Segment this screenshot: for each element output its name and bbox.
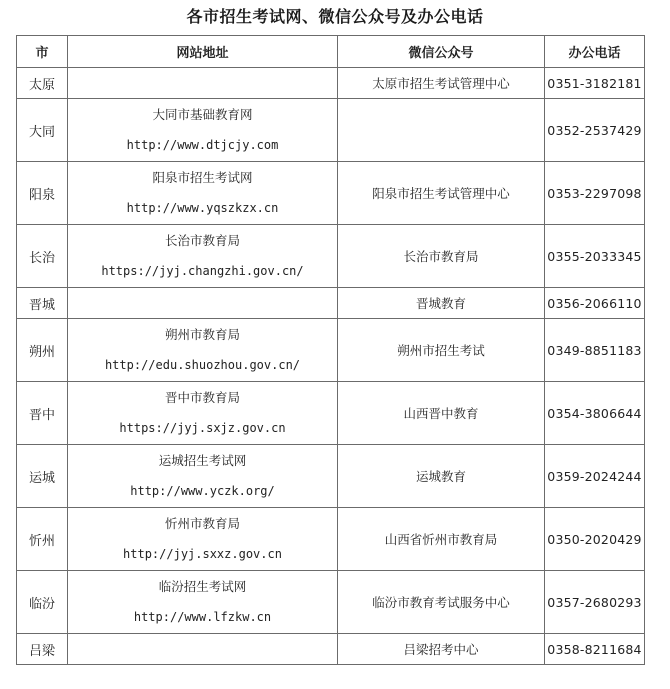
website-cell: [68, 68, 338, 99]
table-row: [17, 162, 645, 225]
city-cell: 临汾: [17, 571, 68, 634]
phone-cell: 0359-2024244: [545, 445, 645, 508]
table-header-row: [17, 36, 645, 68]
website-name: 长治市教育局: [164, 233, 240, 248]
wechat-cell: 阳泉市招生考试管理中心: [338, 162, 545, 225]
wechat-cell: 太原市招生考试管理中心: [338, 68, 545, 99]
wechat-cell: [338, 99, 545, 162]
website-cell: [68, 445, 338, 508]
website-cell: [68, 319, 338, 382]
wechat-cell: 运城教育: [338, 445, 545, 508]
contact-table: [16, 35, 645, 665]
website-cell: [68, 288, 338, 319]
website-url-link[interactable]: http://www.yqszkzx.cn: [126, 201, 279, 215]
website-name: 阳泉市招生考试网: [152, 170, 253, 185]
city-cell: 阳泉: [17, 162, 68, 225]
website-url-link[interactable]: https://jyj.changzhi.gov.cn/: [101, 264, 304, 278]
table-row: [17, 382, 645, 445]
website-name: 朔州市教育局: [164, 327, 240, 342]
wechat-cell: 临汾市教育考试服务中心: [338, 571, 545, 634]
website-url-link[interactable]: http://jyj.sxxz.gov.cn: [123, 547, 282, 561]
header-website: 网站地址: [68, 36, 338, 68]
city-cell: 朔州: [17, 319, 68, 382]
website-url-link[interactable]: https://jyj.sxjz.gov.cn: [119, 421, 286, 435]
city-cell: 大同: [17, 99, 68, 162]
phone-cell: 0356-2066110: [545, 288, 645, 319]
table-row: [17, 288, 645, 319]
phone-cell: 0355-2033345: [545, 225, 645, 288]
city-cell: 长治: [17, 225, 68, 288]
wechat-cell: 晋城教育: [338, 288, 545, 319]
city-cell: 吕梁: [17, 634, 68, 665]
website-name: 大同市基础教育网: [152, 107, 253, 122]
website-cell: [68, 99, 338, 162]
phone-cell: 0358-8211684: [545, 634, 645, 665]
table-row: [17, 68, 645, 99]
website-cell: [68, 508, 338, 571]
header-city: 市: [17, 36, 68, 68]
wechat-cell: 山西晋中教育: [338, 382, 545, 445]
website-url-link[interactable]: http://www.lfzkw.cn: [133, 610, 272, 624]
city-cell: 晋中: [17, 382, 68, 445]
table-row: [17, 445, 645, 508]
phone-cell: 0350-2020429: [545, 508, 645, 571]
website-cell: [68, 634, 338, 665]
website-name: 临汾招生考试网: [158, 579, 247, 594]
wechat-cell: 吕梁招考中心: [338, 634, 545, 665]
city-cell: 太原: [17, 68, 68, 99]
table-row: [17, 225, 645, 288]
phone-cell: 0349-8851183: [545, 319, 645, 382]
table-row: [17, 508, 645, 571]
phone-cell: 0353-2297098: [545, 162, 645, 225]
table-row: [17, 99, 645, 162]
header-wechat: 微信公众号: [338, 36, 545, 68]
city-cell: 运城: [17, 445, 68, 508]
website-name: 晋中市教育局: [164, 390, 240, 405]
website-url-link[interactable]: http://www.yczk.org/: [130, 484, 275, 498]
table-row: [17, 319, 645, 382]
wechat-cell: 长治市教育局: [338, 225, 545, 288]
page-title: 各市招生考试网、微信公众号及办公电话: [186, 7, 484, 26]
website-url-link[interactable]: http://edu.shuozhou.gov.cn/: [104, 358, 301, 372]
website-name: 忻州市教育局: [164, 516, 240, 531]
table-row: [17, 634, 645, 665]
wechat-cell: 朔州市招生考试: [338, 319, 545, 382]
table-row: [17, 571, 645, 634]
city-cell: 忻州: [17, 508, 68, 571]
phone-cell: 0351-3182181: [545, 68, 645, 99]
website-cell: [68, 225, 338, 288]
phone-cell: 0354-3806644: [545, 382, 645, 445]
phone-cell: 0352-2537429: [545, 99, 645, 162]
website-url-link[interactable]: http://www.dtjcjy.com: [126, 138, 279, 152]
website-cell: [68, 382, 338, 445]
city-cell: 晋城: [17, 288, 68, 319]
header-phone: 办公电话: [545, 36, 645, 68]
website-cell: [68, 571, 338, 634]
wechat-cell: 山西省忻州市教育局: [338, 508, 545, 571]
phone-cell: 0357-2680293: [545, 571, 645, 634]
website-cell: [68, 162, 338, 225]
website-name: 运城招生考试网: [158, 453, 247, 468]
